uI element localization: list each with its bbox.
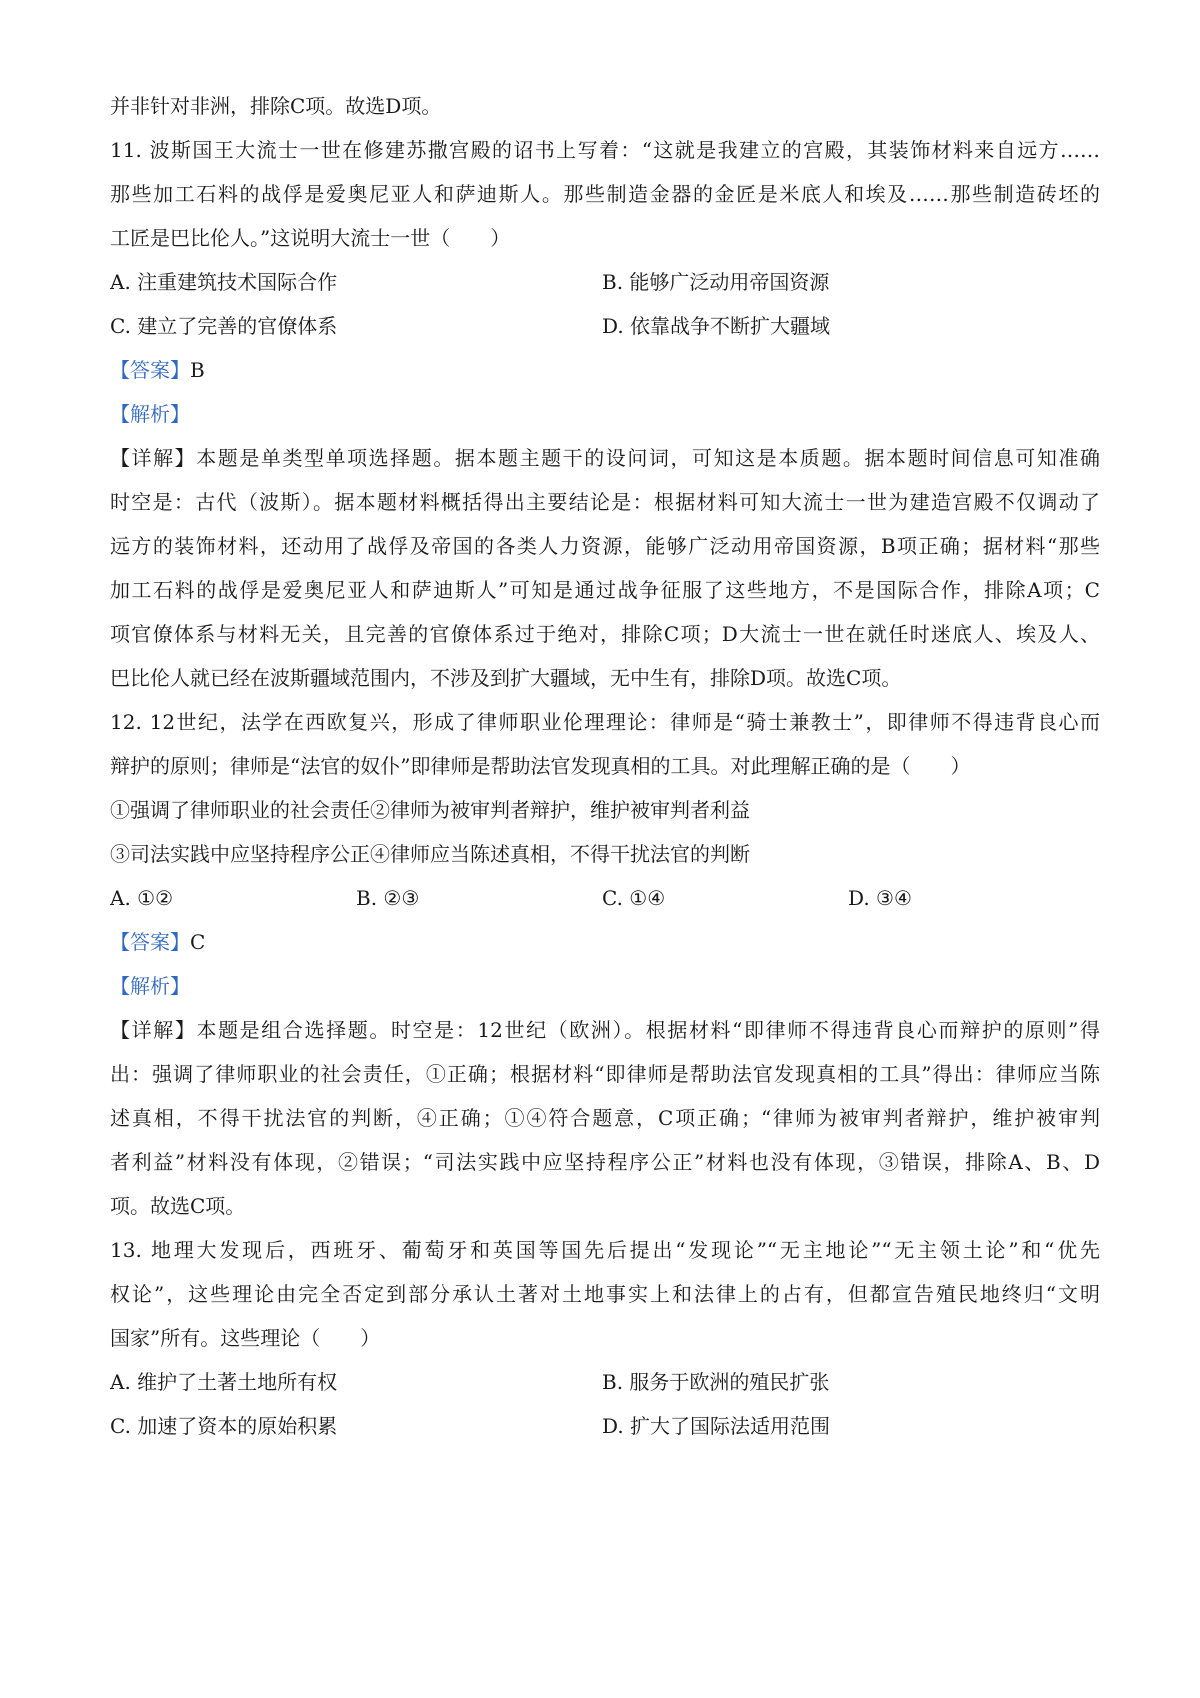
q13-options-row-1 [110,1368,1100,1396]
q13-option-c: C. 加速了资本的原始积累 [110,1414,338,1438]
q11-option-a: A. 注重建筑技术国际合作 [110,270,338,294]
q11-detail-tag: 【详解】 [110,446,197,470]
q13-stem-line-2: 权论”，这些理论由完全否定到部分承认土著对土地事实上和法律上的占有，但都宣告殖民地终归“文明 [110,1282,1100,1306]
q11-detail-line-3: 远方的装饰材料，还动用了战俘及帝国的各类人力资源，能够广泛动用帝国资源，B项正确；据材料“那些 [110,534,1100,558]
q11-analysis-tag: 【解析】 [110,402,190,426]
q12-stem-line-2: 辩护的原则；律师是“法官的奴仆”即律师是帮助法官发现真相的工具。对此理解正确的是（ ） [110,754,971,778]
q11-stem-line-3: 工匠是巴比伦人。”这说明大流士一世（ ） [110,226,511,250]
q12-detail-line-3: 述真相，不得干扰法官的判断，④正确；①④符合题意，C项正确；“律师为被审判者辩护，维护被审判 [110,1106,1100,1130]
q12-option-c: C. ①④ [602,886,666,910]
q12-stem-line-1: 12. 12世纪，法学在西欧复兴，形成了律师职业伦理理论：律师是“骑士兼教士”，即律师不得违背良心而 [110,710,1100,734]
q12-detail-line-5: 项。故选C项。 [110,1194,246,1218]
q12-detail-line-4: 者利益”材料没有体现，②错误；“司法实践中应坚持程序公正”材料也没有体现，③错误，排除A、B、D [110,1150,1100,1174]
q12-detail-tag: 【详解】 [110,1018,197,1042]
q12-statement-line-2: ③司法实践中应坚持程序公正④律师应当陈述真相，不得干扰法官的判断 [110,842,750,866]
q13-option-b: B. 服务于欧洲的殖民扩张 [602,1370,830,1394]
q11-answer-value: B [190,358,205,382]
q12-answer-value: C [190,930,206,954]
q12-option-d: D. ③④ [848,886,912,910]
q11-option-d: D. 依靠战争不断扩大疆域 [602,314,831,338]
q11-stem-line-1: 11. 波斯国王大流士一世在修建苏撒宫殿的诏书上写着：“这就是我建立的宫殿，其装饰材料来自远方…… [110,138,1100,162]
q11-detail-line-4: 加工石料的战俘是爱奥尼亚人和萨迪斯人”可知是通过战争征服了这些地方，不是国际合作，排除A项；C [110,578,1100,602]
q11-answer-tag: 【答案】 [110,358,190,382]
q13-option-d: D. 扩大了国际法适用范围 [602,1414,831,1438]
q12-detail-line-2: 出：强调了律师职业的社会责任，①正确；根据材料“即律师是帮助法官发现真相的工具”得出：律师应当陈 [110,1062,1100,1086]
q12-option-b: B. ②③ [356,886,420,910]
q12-analysis-line [110,972,1100,1000]
q13-stem-line-1: 13. 地理大发现后，西班牙、葡萄牙和英国等国先后提出“发现论”“无主地论”“无主领土论”和“优先 [110,1238,1100,1262]
q11-analysis-line [110,400,1100,428]
q11-option-b: B. 能够广泛动用帝国资源 [602,270,830,294]
q11-detail-text-1: 本题是单类型单项选择题。据本题主题干的设问词，可知这是本质题。据本题时间信息可知准确 [196,446,1100,470]
q12-option-a: A. ①② [110,886,174,910]
q11-stem-line-2: 那些加工石料的战俘是爱奥尼亚人和萨迪斯人。那些制造金器的金匠是米底人和埃及……那些制造砖坯的 [110,182,1100,206]
q11-options-row-1 [110,268,1100,296]
q13-option-a: A. 维护了土著土地所有权 [110,1370,338,1394]
q11-option-c: C. 建立了完善的官僚体系 [110,314,338,338]
q11-detail-line-2: 时空是：古代（波斯）。据本题材料概括得出主要结论是：根据材料可知大流士一世为建造宫殿不仅调动了 [110,490,1100,514]
q12-answer-line [110,928,1100,956]
q11-answer-line [110,356,1100,384]
q12-options-row [110,884,1100,912]
q12-statement-line-1: ①强调了律师职业的社会责任②律师为被审判者辩护，维护被审判者利益 [110,798,750,822]
q10-conclusion-line: 并非针对非洲，排除C项。故选D项。 [110,94,442,118]
q12-analysis-tag: 【解析】 [110,974,190,998]
q11-detail-line-1 [110,444,1100,472]
q13-options-row-2 [110,1412,1100,1440]
q12-detail-text-1: 本题是组合选择题。时空是：12世纪（欧洲）。根据材料“即律师不得违背良心而辩护的原则”得 [196,1018,1100,1042]
q12-detail-line-1 [110,1016,1100,1044]
q11-detail-line-5: 项官僚体系与材料无关，且完善的官僚体系过于绝对，排除C项；D大流士一世在就任时迷底人、埃及人、 [110,622,1100,646]
q12-answer-tag: 【答案】 [110,930,190,954]
q11-detail-line-6: 巴比伦人就已经在波斯疆域范围内，不涉及到扩大疆域，无中生有，排除D项。故选C项。 [110,666,902,690]
q13-stem-line-3: 国家”所有。这些理论（ ） [110,1326,381,1350]
q11-options-row-2 [110,312,1100,340]
